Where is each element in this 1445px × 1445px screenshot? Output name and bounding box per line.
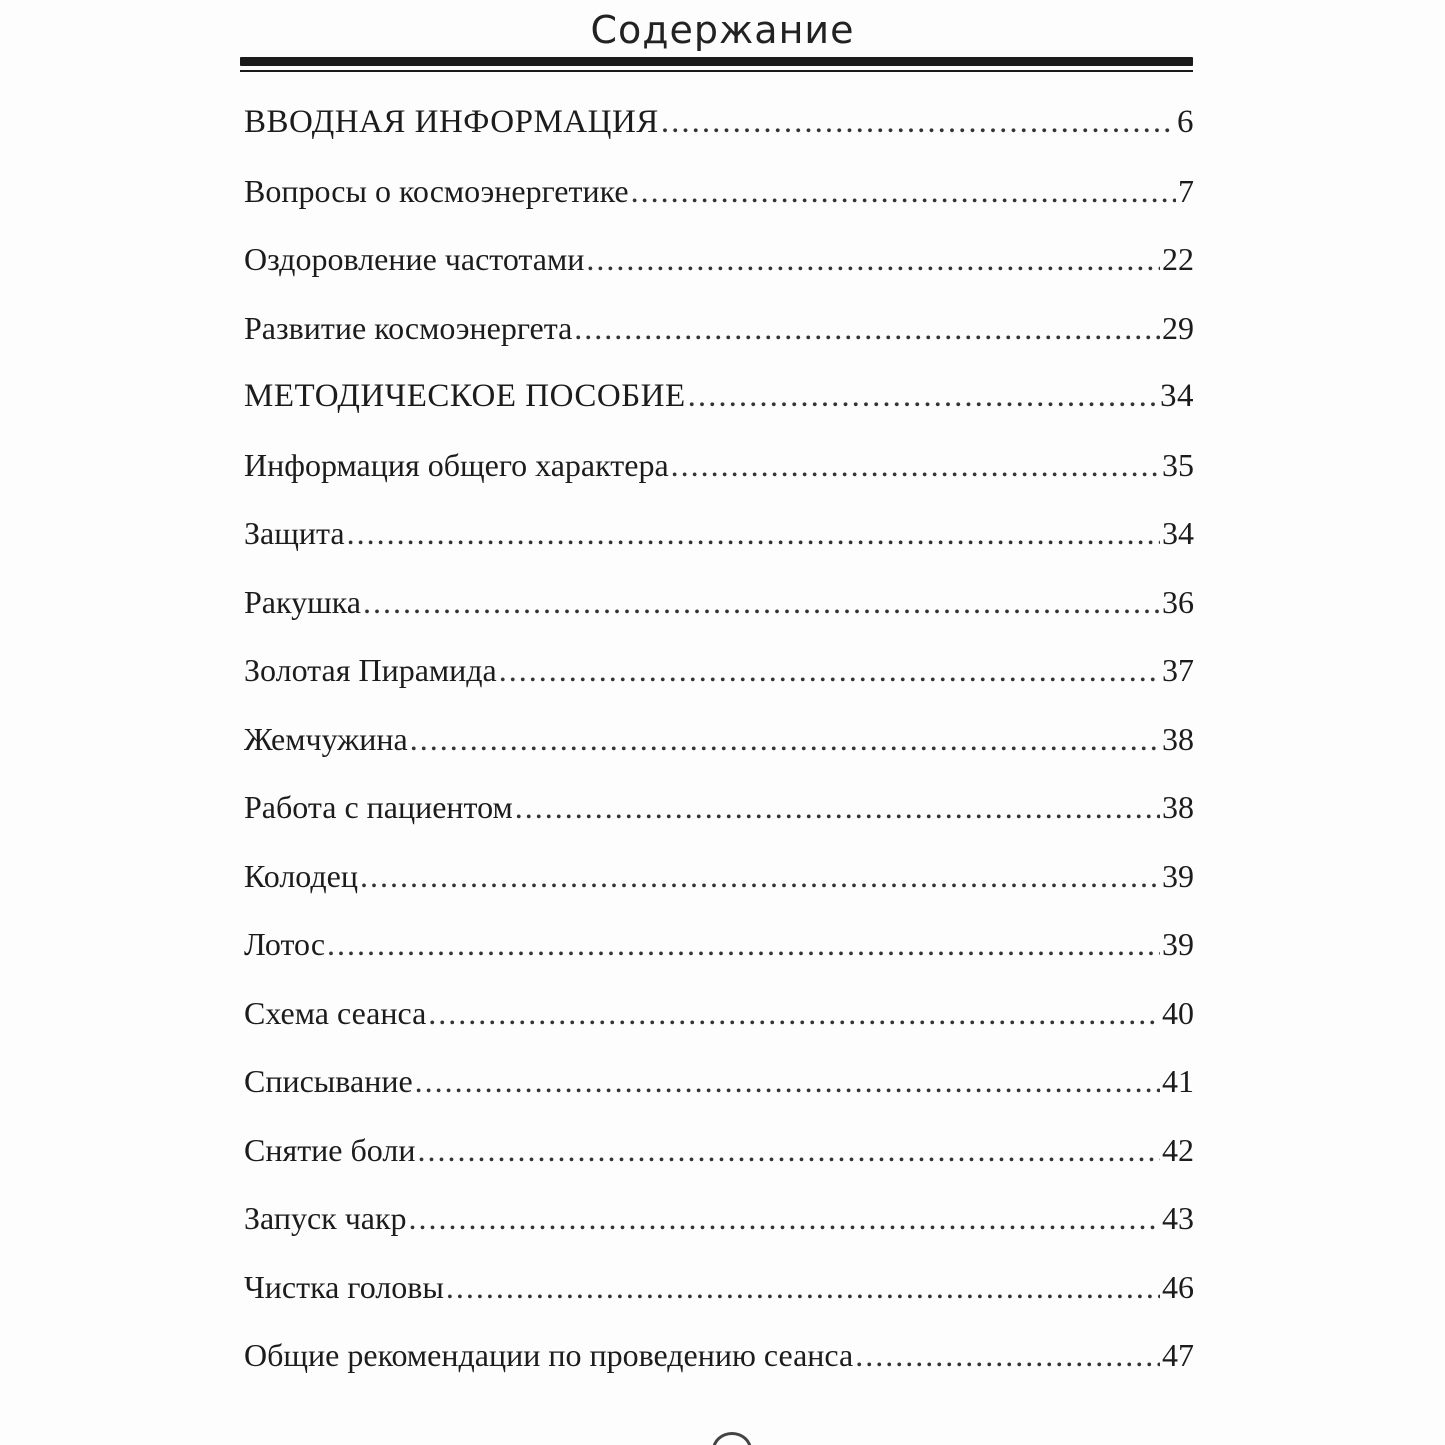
toc-entry-title: Схема сеанса [244, 994, 427, 1031]
toc-page-number: 22 [1162, 241, 1194, 277]
toc-entry-title: Вопросы о космоэнергетике [244, 172, 629, 209]
toc-page-number: 43 [1162, 1200, 1194, 1236]
toc-entry-title: Общие рекомендации по проведению сеанса [244, 1337, 854, 1373]
title-rule-thick [240, 57, 1193, 66]
toc-entry[interactable] [244, 515, 1194, 584]
toc-dot-leader [586, 241, 1160, 278]
toc-dot-leader [417, 1132, 1160, 1169]
toc-dot-leader [409, 1200, 1160, 1237]
toc-dot-leader [360, 858, 1160, 895]
toc-entry[interactable] [244, 789, 1194, 858]
toc-entry[interactable] [244, 1200, 1194, 1269]
toc-entry[interactable] [244, 1063, 1194, 1132]
toc-page-number: 34 [1160, 378, 1194, 414]
toc-entry[interactable] [244, 104, 1194, 173]
toc-page-number: 39 [1162, 857, 1194, 894]
toc-dot-leader [410, 721, 1160, 758]
toc-page-number: 41 [1162, 1063, 1194, 1099]
toc-entry[interactable] [244, 652, 1194, 721]
toc-page-number: 40 [1162, 994, 1194, 1031]
toc-entry-title: Оздоровление частотами [244, 241, 585, 277]
toc-entry-title: Снятие боли [244, 1131, 416, 1168]
toc-entry-title: МЕТОДИЧЕСКОЕ ПОСОБИЕ [244, 378, 686, 414]
toc-dot-leader [574, 310, 1160, 347]
toc-entry-title: Лотос [244, 926, 326, 962]
toc-page-number: 37 [1162, 652, 1194, 688]
toc-entry-title: Защита [244, 515, 345, 551]
toc-entry[interactable] [244, 1337, 1194, 1406]
toc-entry[interactable] [244, 241, 1194, 310]
toc-dot-leader [855, 1337, 1160, 1374]
toc-page-number: 42 [1162, 1131, 1194, 1168]
toc-entry[interactable] [244, 584, 1194, 653]
toc-dot-leader [515, 789, 1160, 826]
toc-entry[interactable] [244, 310, 1194, 379]
toc-entry[interactable] [244, 447, 1194, 516]
toc-dot-leader [415, 1063, 1160, 1100]
toc-dot-leader [688, 378, 1158, 415]
toc-entry-title: Жемчужина [244, 720, 408, 757]
toc-entry[interactable] [244, 1269, 1194, 1338]
page-number-partial [712, 1432, 752, 1445]
toc-entry-title: Колодец [244, 857, 358, 894]
toc-dot-leader [363, 584, 1160, 621]
toc-page-number: 35 [1162, 446, 1194, 483]
toc-dot-leader [631, 173, 1176, 210]
table-of-contents [244, 104, 1194, 1406]
title-rule-thin [240, 70, 1193, 72]
toc-dot-leader [327, 926, 1160, 963]
toc-page-number: 29 [1162, 309, 1194, 346]
toc-page-number: 38 [1162, 789, 1194, 825]
toc-dot-leader [446, 1269, 1160, 1306]
toc-entry-title: ВВОДНАЯ ИНФОРМАЦИЯ [244, 104, 659, 140]
toc-entry[interactable] [244, 721, 1194, 790]
toc-entry-title: Запуск чакр [244, 1200, 407, 1236]
toc-page-number: 6 [1177, 104, 1194, 140]
toc-entry[interactable] [244, 858, 1194, 927]
toc-entry[interactable] [244, 995, 1194, 1064]
toc-page-number: 46 [1162, 1268, 1194, 1305]
toc-entry-title: Информация общего характера [244, 446, 669, 483]
toc-entry-title: Развитие космоэнергета [244, 309, 573, 346]
page-title: Содержание [590, 8, 855, 52]
toc-page-number: 7 [1178, 172, 1194, 209]
toc-page-number: 47 [1162, 1337, 1194, 1373]
toc-page-number: 36 [1162, 583, 1194, 620]
toc-entry-title: Чистка головы [244, 1268, 444, 1305]
toc-entry[interactable] [244, 926, 1194, 995]
toc-entry[interactable] [244, 378, 1194, 447]
toc-entry[interactable] [244, 173, 1194, 242]
toc-dot-leader [661, 104, 1175, 141]
toc-entry[interactable] [244, 1132, 1194, 1201]
toc-entry-title: Золотая Пирамида [244, 652, 497, 688]
toc-page-number: 38 [1162, 720, 1194, 757]
toc-page-number: 34 [1162, 515, 1194, 551]
toc-entry-title: Работа с пациентом [244, 789, 513, 825]
toc-dot-leader [428, 995, 1160, 1032]
toc-entry-title: Ракушка [244, 583, 361, 620]
toc-page-number: 39 [1162, 926, 1194, 962]
toc-entry-title: Списывание [244, 1063, 413, 1099]
toc-dot-leader [347, 515, 1160, 552]
toc-dot-leader [671, 447, 1160, 484]
toc-dot-leader [499, 652, 1160, 689]
